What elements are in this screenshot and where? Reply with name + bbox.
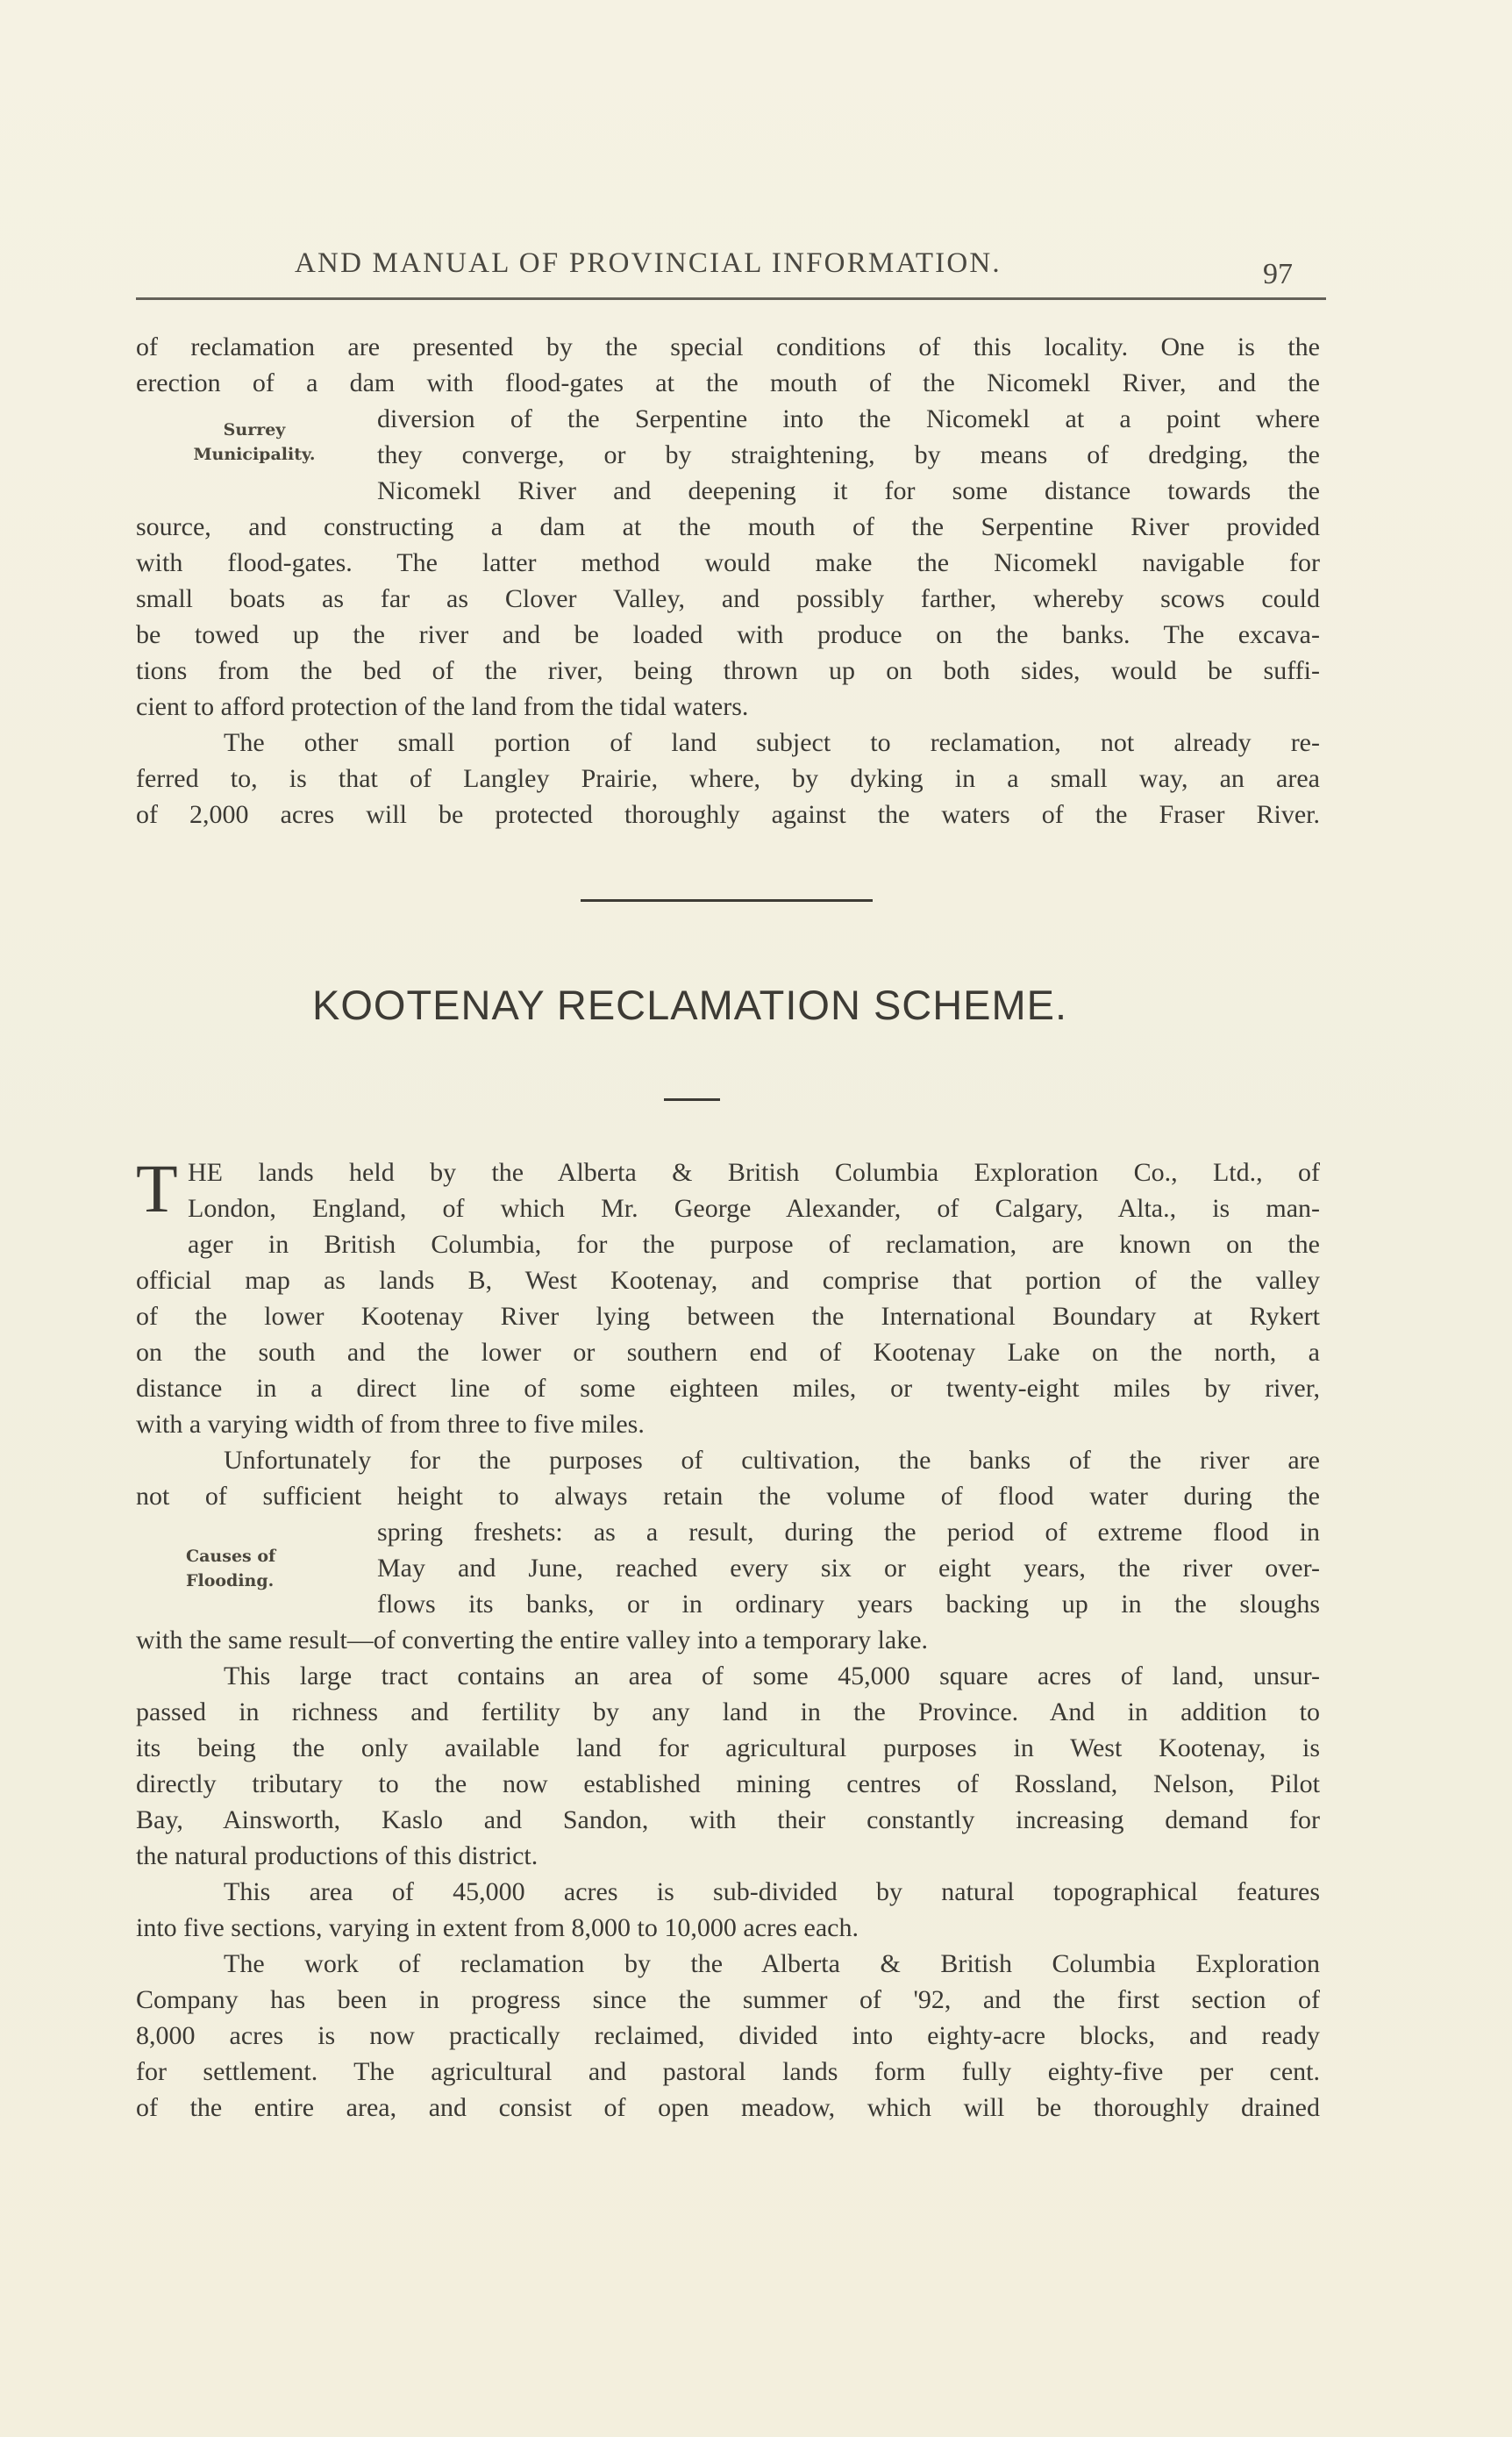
- text-line: be towed up the river and be loaded with produce on the banks. The excava-: [136, 620, 1320, 649]
- text-line: the natural productions of this district.: [136, 1841, 538, 1870]
- text-line: not of sufficient height to always retain the volume of flood water during the: [136, 1482, 1320, 1511]
- text-line: London, England, of which Mr. George Alexander, of Calgary, Alta., is man-: [188, 1194, 1320, 1223]
- text-line: they converge, or by straightening, by means of dredging, the: [377, 440, 1320, 469]
- margin-note-surrey: [180, 418, 329, 467]
- text-line: spring freshets: as a result, during the period of extreme flood in: [377, 1518, 1320, 1547]
- text-line: Company has been in progress since the summer of '92, and the first section of: [136, 1985, 1320, 2014]
- text-line: erection of a dam with flood-gates at the mouth of the Nicomekl River, and the: [136, 368, 1320, 397]
- text-line: official map as lands B, West Kootenay, and comprise that portion of the valley: [136, 1266, 1320, 1295]
- text-line: cient to afford protection of the land from the tidal waters.: [136, 692, 749, 721]
- text-line: source, and constructing a dam at the mouth of the Serpentine River provided: [136, 512, 1320, 541]
- text-line: tions from the bed of the river, being thrown up on both sides, would be suffi-: [136, 656, 1320, 685]
- text-line: The work of reclamation by the Alberta & British Columbia Exploration: [224, 1949, 1320, 1978]
- title-underline-rule: [664, 1098, 720, 1101]
- page-number: 97: [1263, 258, 1293, 290]
- text-line: HE lands held by the Alberta & British Columbia Exploration Co., Ltd., of: [188, 1158, 1320, 1187]
- text-line: of the lower Kootenay River lying between the International Boundary at Rykert: [136, 1302, 1320, 1331]
- text-line: for settlement. The agricultural and pastoral lands form fully eighty-five per cent.: [136, 2057, 1320, 2086]
- margin-note-line: Causes of: [186, 1547, 276, 1566]
- text-line: on the south and the lower or southern end of Kootenay Lake on the north, a: [136, 1338, 1320, 1367]
- text-line: ager in British Columbia, for the purpose of reclamation, are known on the: [188, 1230, 1320, 1259]
- text-line: of reclamation are presented by the special conditions of this locality. One is the: [136, 332, 1320, 361]
- text-line: This large tract contains an area of some 45,000 square acres of land, unsur-: [224, 1662, 1320, 1690]
- margin-note-line: Surrey: [223, 420, 286, 440]
- text-line: distance in a direct line of some eighteen miles, or twenty-eight miles by river,: [136, 1374, 1320, 1403]
- text-line: small boats as far as Clover Valley, and possibly farther, whereby scows could: [136, 584, 1320, 613]
- margin-note-line: Flooding.: [186, 1571, 275, 1590]
- text-line: Unfortunately for the purposes of cultivation, the banks of the river are: [224, 1446, 1320, 1475]
- text-line: with the same result—of converting the entire valley into a temporary lake.: [136, 1626, 929, 1654]
- running-header: AND MANUAL OF PROVINCIAL INFORMATION.: [295, 247, 1002, 279]
- text-line: Nicomekl River and deepening it for some distance towards the: [377, 476, 1320, 505]
- text-line: This area of 45,000 acres is sub-divided by natural topographical features: [224, 1877, 1320, 1906]
- text-line: into five sections, varying in extent from 8,000 to 10,000 acres each.: [136, 1913, 859, 1942]
- drop-cap: T: [136, 1150, 178, 1226]
- text-line: The other small portion of land subject to reclamation, not already re-: [224, 728, 1320, 757]
- section-divider-rule: [581, 899, 873, 902]
- text-line: directly tributary to the now established mining centres of Rossland, Nelson, Pilot: [136, 1769, 1320, 1798]
- margin-note-flooding: [186, 1544, 300, 1593]
- text-line: diversion of the Serpentine into the Nicomekl at a point where: [377, 404, 1320, 433]
- text-line: ferred to, is that of Langley Prairie, where, by dyking in a small way, an area: [136, 764, 1320, 793]
- header-rule: [136, 297, 1326, 300]
- text-line: flows its banks, or in ordinary years backing up in the sloughs: [377, 1590, 1320, 1619]
- text-line: Bay, Ainsworth, Kaslo and Sandon, with their constantly increasing demand for: [136, 1805, 1320, 1834]
- text-line: its being the only available land for agricultural purposes in West Kootenay, is: [136, 1733, 1320, 1762]
- text-line: May and June, reached every six or eight years, the river over-: [377, 1554, 1320, 1583]
- section-title: KOOTENAY RECLAMATION SCHEME.: [312, 982, 1068, 1028]
- text-line: passed in richness and fertility by any land in the Province. And in addition to: [136, 1697, 1320, 1726]
- text-line: of 2,000 acres will be protected thoroughly against the waters of the Fraser River.: [136, 800, 1320, 829]
- text-line: with flood-gates. The latter method would make the Nicomekl navigable for: [136, 548, 1320, 577]
- text-line: with a varying width of from three to five miles.: [136, 1410, 645, 1439]
- text-line: of the entire area, and consist of open meadow, which will be thoroughly drained: [136, 2093, 1320, 2122]
- text-line: 8,000 acres is now practically reclaimed, divided into eighty-acre blocks, and ready: [136, 2021, 1320, 2050]
- margin-note-line: Municipality.: [193, 445, 316, 464]
